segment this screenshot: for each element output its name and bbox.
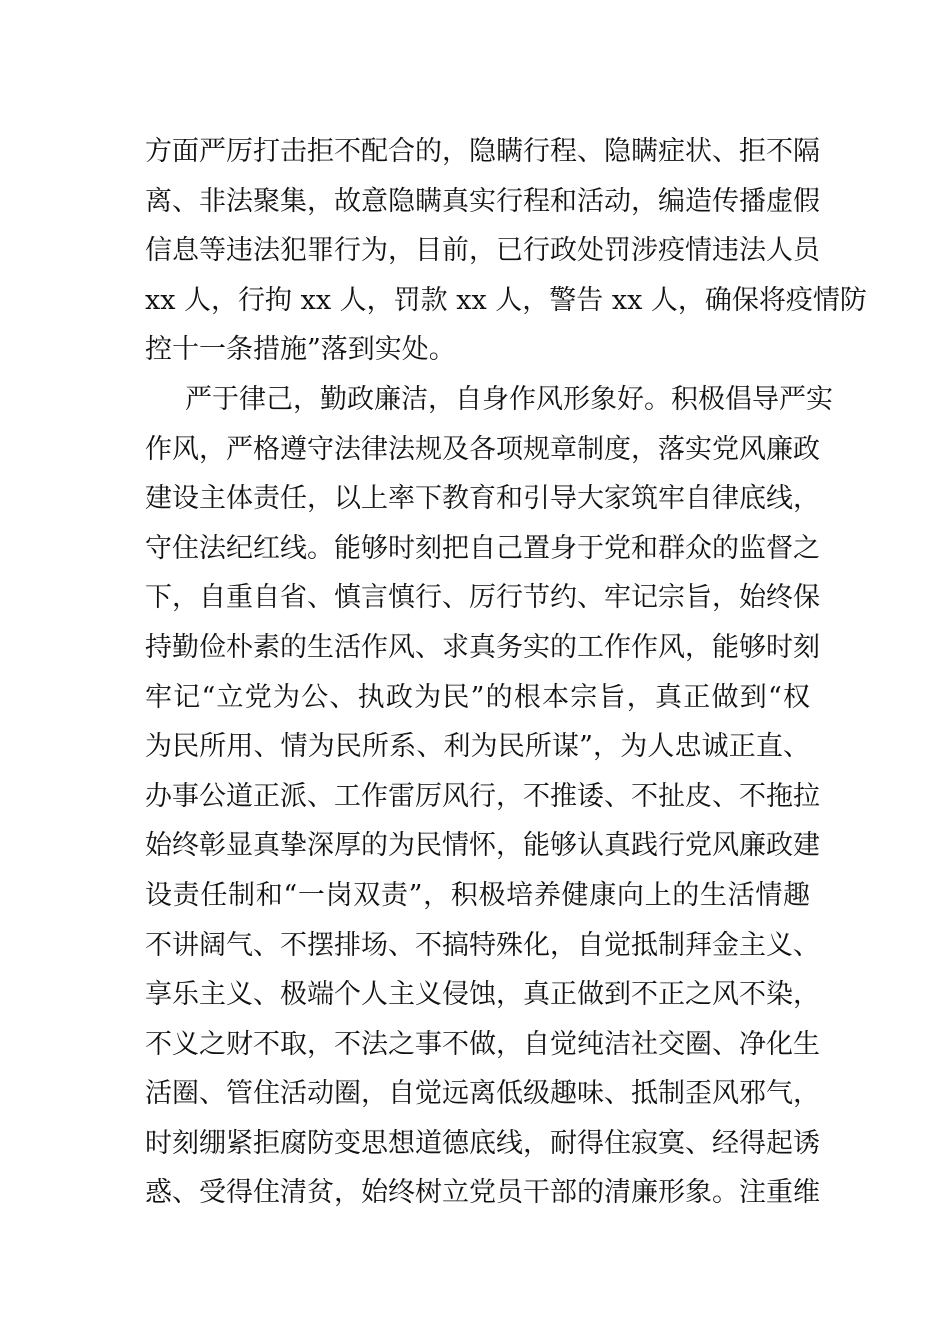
text-line: 始终彰显真挚深厚的为民情怀，能够认真践行党风廉政建 — [145, 830, 820, 862]
text-line: 持勤俭朴素的生活作风、求真务实的工作作风，能够时刻 — [145, 631, 820, 663]
text-line: 守住法纪红线。能够时刻把自己置身于党和群众的监督之 — [145, 532, 820, 564]
text-line: 活圈、管住活动圈，自觉远离低级趣味、抵制歪风邪气， — [145, 1078, 820, 1110]
text-line: xx 人，行拘 xx 人，罚款 xx 人，警告 xx 人，确保将疫情防 — [145, 284, 867, 316]
text-line: 为民所用、情为民所系、利为民所谋”，为人忠诚正直、 — [145, 731, 810, 763]
text-line: 牢记“立党为公、执政为民”的根本宗旨，真正做到“权 — [145, 681, 810, 713]
text-line: 控十一条措施”落到实处。 — [145, 334, 456, 366]
text-line: 作风，严格遵守法律法规及各项规章制度，落实党风廉政 — [145, 433, 820, 465]
text-line: 方面严厉打击拒不配合的，隐瞒行程、隐瞒症状、拒不隔 — [145, 136, 820, 167]
paragraph-continued — [145, 127, 867, 375]
text-line: 信息等违法犯罪行为，目前，已行政处罚涉疫情违法人员 — [145, 235, 820, 267]
text-line: 建设主体责任，以上率下教育和引导大家筑牢自律底线， — [145, 483, 820, 515]
text-line: 享乐主义、极端个人主义侵蚀，真正做到不正之风不染， — [145, 979, 820, 1011]
text-line: 设责任制和“一岗双责”，积极培养健康向上的生活情趣 — [145, 879, 810, 911]
text-line: 不义之财不取，不法之事不做，自觉纯洁社交圈、净化生 — [145, 1028, 820, 1060]
text-line-indented: 严于律己，勤政廉洁，自身作风形象好。积极倡导严实 — [185, 383, 833, 415]
document-body — [145, 127, 867, 1218]
text-line: 办事公道正派、工作雷厉风行，不推诿、不扯皮、不拖拉 — [145, 780, 820, 812]
text-line: 不讲阔气、不摆排场、不搞特殊化，自觉抵制拜金主义、 — [145, 929, 820, 961]
text-line: 惑、受得住清贫，始终树立党员干部的清廉形象。注重维 — [145, 1177, 820, 1209]
text-line: 离、非法聚集，故意隐瞒真实行程和活动，编造传播虚假 — [145, 185, 820, 217]
text-line: 时刻绷紧拒腐防变思想道德底线，耐得住寂寞、经得起诱 — [145, 1127, 820, 1159]
text-line: 下，自重自省、慎言慎行、厉行节约、牢记宗旨，始终保 — [145, 582, 820, 614]
paragraph-integrity — [145, 375, 833, 1218]
